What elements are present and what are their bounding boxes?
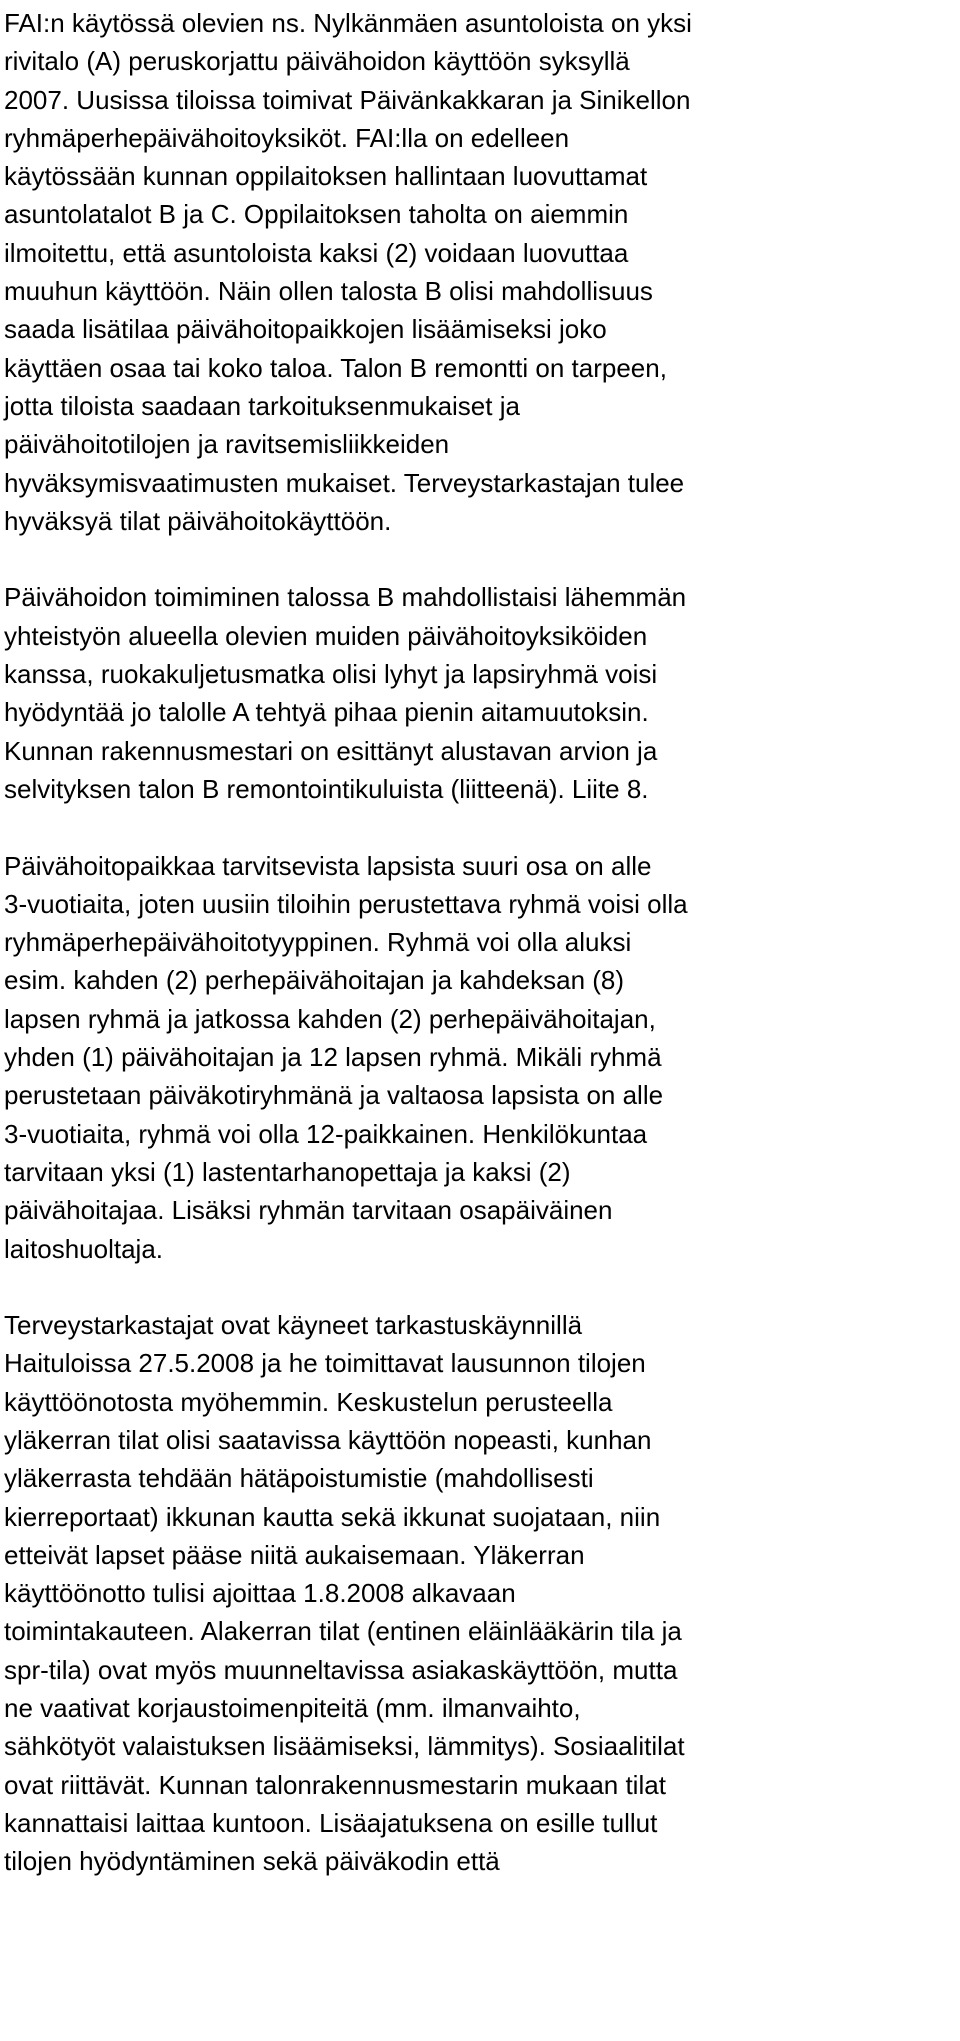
document-page: [4, 4, 954, 1919]
paragraph-ryhma: [4, 847, 954, 1268]
text-line: kannattaisi laittaa kuntoon. Lisäajatuksena on esille tullut: [4, 1807, 658, 1838]
text-line: selvityksen talon B remontointikuluista (liitteenä). Liite 8.: [4, 773, 649, 804]
text-line: jotta tiloista saadaan tarkoituksenmukaiset ja: [4, 390, 520, 421]
text-line: käyttöönotto tulisi ajoittaa 1.8.2008 alkavaan: [4, 1578, 516, 1609]
text-line: yhteistyön alueella olevien muiden päivähoitoyksiköiden: [4, 620, 648, 651]
text-line: spr-tila) ovat myös muunneltavissa asiakaskäyttöön, mutta: [4, 1654, 678, 1685]
text-line: yläkerran tilat olisi saatavissa käyttöön nopeasti, kunhan: [4, 1424, 652, 1455]
text-line: käyttöönotosta myöhemmin. Keskustelun perusteella: [4, 1386, 613, 1417]
text-line: 3-vuotiaita, joten uusiin tiloihin perustettava ryhmä voisi olla: [4, 888, 688, 919]
text-line: Päivähoitopaikkaa tarvitsevista lapsista suuri osa on alle: [4, 850, 652, 881]
text-line: käyttäen osaa tai koko taloa. Talon B remontti on tarpeen,: [4, 352, 667, 383]
text-line: rivitalo (A) peruskorjattu päivähoidon käyttöön syksyllä: [4, 46, 630, 77]
text-line: Haituloissa 27.5.2008 ja he toimittavat lausunnon tilojen: [4, 1348, 646, 1379]
text-line: tarvitaan yksi (1) lastentarhanopettaja ja kaksi (2): [4, 1156, 571, 1187]
text-line: lapsen ryhmä ja jatkossa kahden (2) perhepäivähoitajan,: [4, 1003, 656, 1034]
text-line: ryhmäperhepäivähoitotyyppinen. Ryhmä voi olla aluksi: [4, 927, 632, 958]
text-line: Terveystarkastajat ovat käyneet tarkastuskäynnillä: [4, 1310, 583, 1341]
text-line: 2007. Uusissa tiloissa toimivat Päivänkakkaran ja Sinikellon: [4, 84, 691, 115]
text-line: Päivähoidon toimiminen talossa B mahdollistaisi lähemmän: [4, 582, 687, 613]
text-line: tilojen hyödyntäminen sekä päiväkodin että: [4, 1846, 500, 1877]
text-line: Kunnan rakennusmestari on esittänyt alustavan arvion ja: [4, 735, 658, 766]
text-line: ryhmäperhepäivähoitoyksiköt. FAI:lla on edelleen: [4, 122, 570, 153]
text-line: asuntolatalot B ja C. Oppilaitoksen taholta on aiemmin: [4, 199, 629, 230]
text-line: päivähoitajaa. Lisäksi ryhmän tarvitaan osapäiväinen: [4, 1195, 613, 1226]
text-line: laitoshuoltaja.: [4, 1233, 163, 1264]
text-line: perustetaan päiväkotiryhmänä ja valtaosa lapsista on alle: [4, 1080, 664, 1111]
paragraph-asuntolat: [4, 4, 954, 540]
text-line: etteivät lapset pääse niitä aukaisemaan. Yläkerran: [4, 1539, 585, 1570]
text-line: kierreportaat) ikkunan kautta sekä ikkunat suojataan, niin: [4, 1501, 661, 1532]
paragraph-terveystarkastus: [4, 1306, 954, 1880]
text-line: hyväksyä tilat päivähoitokäyttöön.: [4, 505, 392, 536]
text-line: päivähoitotilojen ja ravitsemisliikkeiden: [4, 429, 450, 460]
text-line: kanssa, ruokakuljetusmatka olisi lyhyt ja lapsiryhmä voisi: [4, 659, 658, 690]
text-line: muuhun käyttöön. Näin ollen talosta B olisi mahdollisuus: [4, 276, 653, 307]
text-line: yläkerrasta tehdään hätäpoistumistie (mahdollisesti: [4, 1463, 594, 1494]
text-line: toimintakauteen. Alakerran tilat (entinen eläinlääkärin tila ja: [4, 1616, 682, 1647]
text-line: sähkötyöt valaistuksen lisäämiseksi, lämmitys). Sosiaalitilat: [4, 1731, 685, 1762]
text-line: ilmoitettu, että asuntoloista kaksi (2) voidaan luovuttaa: [4, 237, 629, 268]
text-line: ne vaativat korjaustoimenpiteitä (mm. ilmanvaihto,: [4, 1693, 581, 1724]
paragraph-talo-b: [4, 578, 954, 808]
text-line: ovat riittävät. Kunnan talonrakennusmestarin mukaan tilat: [4, 1769, 666, 1800]
text-line: yhden (1) päivähoitajan ja 12 lapsen ryhmä. Mikäli ryhmä: [4, 1042, 662, 1073]
text-line: saada lisätilaa päivähoitopaikkojen lisäämiseksi joko: [4, 314, 607, 345]
text-line: käytössään kunnan oppilaitoksen hallintaan luovuttamat: [4, 161, 648, 192]
text-line: FAI:n käytössä olevien ns. Nylkänmäen asuntoloista on yksi: [4, 8, 692, 38]
text-line: esim. kahden (2) perhepäivähoitajan ja kahdeksan (8): [4, 965, 625, 996]
text-line: 3-vuotiaita, ryhmä voi olla 12-paikkainen. Henkilökuntaa: [4, 1118, 648, 1149]
text-line: hyödyntää jo talolle A tehtyä pihaa pienin aitamuutoksin.: [4, 697, 649, 728]
text-line: hyväksymisvaatimusten mukaiset. Terveystarkastajan tulee: [4, 467, 685, 498]
